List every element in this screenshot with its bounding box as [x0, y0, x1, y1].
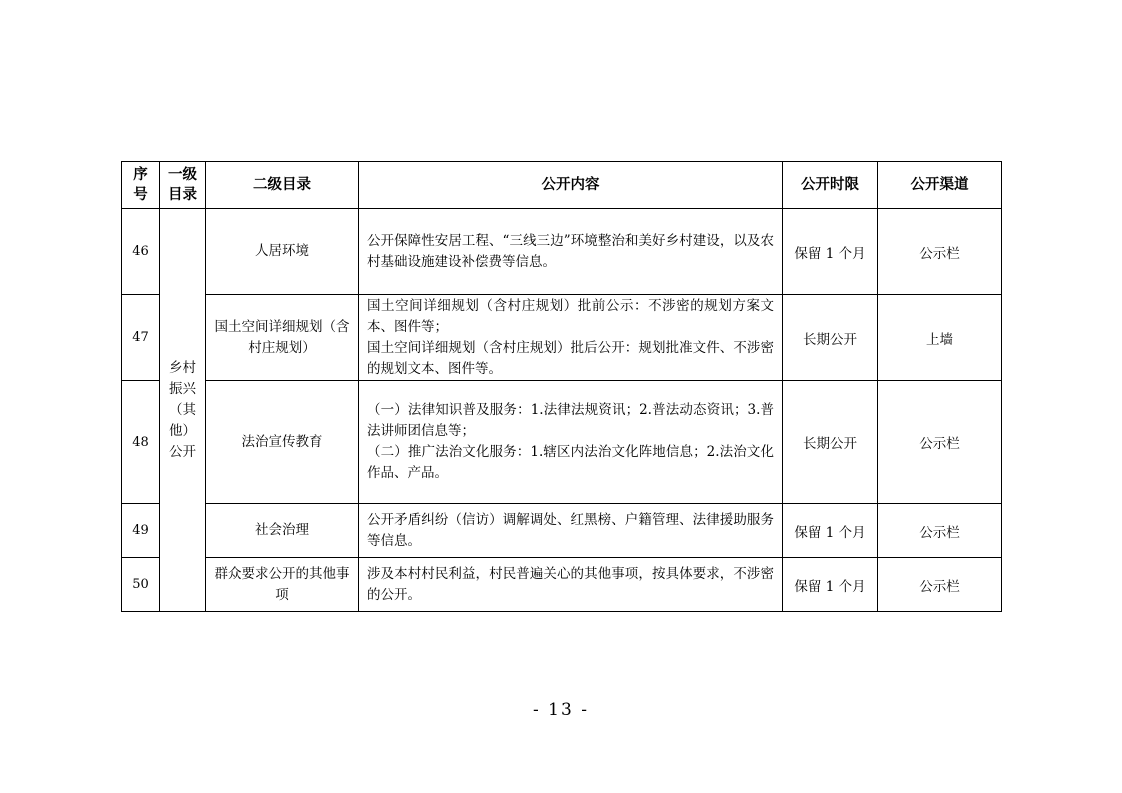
header-level2: 二级目录 [206, 162, 359, 209]
row-level2: 国土空间详细规划（含村庄规划） [206, 295, 359, 381]
header-period: 公开时限 [783, 162, 878, 209]
content-line: 公开保障性安居工程、“三线三边”环境整治和美好乡村建设，以及农村基础设施建设补偿费等信息。 [367, 232, 774, 270]
content-line: 国土空间详细规划（含村庄规划）批前公示：不涉密的规划方案文本、图件等； [367, 297, 774, 335]
row-level2: 群众要求公开的其他事项 [206, 558, 359, 612]
row-channel: 公示栏 [878, 381, 1002, 504]
page-number: - 13 - [533, 700, 589, 720]
row-seq: 49 [122, 504, 160, 558]
level1-category: 乡村振兴（其他）公开 [160, 209, 206, 612]
content-line: 公开矛盾纠纷（信访）调解调处、红黑榜、户籍管理、法律援助服务等信息。 [367, 511, 774, 549]
row-period: 长期公开 [783, 381, 878, 504]
table-row [122, 209, 1002, 295]
content-line: （二）推广法治文化服务：1.辖区内法治文化阵地信息；2.法治文化作品、产品。 [367, 444, 774, 481]
table-row [122, 381, 1002, 504]
header-seq: 序号 [122, 162, 160, 209]
table-row [122, 295, 1002, 381]
row-seq: 50 [122, 558, 160, 612]
row-period: 保留 1 个月 [783, 558, 878, 612]
disclosure-table [121, 161, 1002, 612]
row-channel: 公示栏 [878, 209, 1002, 295]
row-channel: 公示栏 [878, 558, 1002, 612]
row-level2: 人居环境 [206, 209, 359, 295]
header-channel: 公开渠道 [878, 162, 1002, 209]
content-line: 国土空间详细规划（含村庄规划）批后公开：规划批准文件、不涉密的规划文本、图件等。 [367, 339, 774, 377]
table-row [122, 558, 1002, 612]
table-row [122, 504, 1002, 558]
row-content [359, 558, 783, 612]
content-line: （一）法律知识普及服务：1.法律法规资讯；2.普法动态资讯；3.普法讲师团信息等； [367, 402, 774, 439]
row-level2: 法治宣传教育 [206, 381, 359, 504]
row-channel: 上墙 [878, 295, 1002, 381]
row-period: 保留 1 个月 [783, 504, 878, 558]
header-level1: 一级目录 [160, 162, 206, 209]
content-line: 涉及本村村民利益，村民普遍关心的其他事项，按具体要求，不涉密的公开。 [367, 565, 774, 603]
row-seq: 48 [122, 381, 160, 504]
row-period: 保留 1 个月 [783, 209, 878, 295]
row-content [359, 209, 783, 295]
row-level2: 社会治理 [206, 504, 359, 558]
row-content [359, 295, 783, 381]
row-content [359, 381, 783, 504]
table-header-row [122, 162, 1002, 209]
row-period: 长期公开 [783, 295, 878, 381]
row-channel: 公示栏 [878, 504, 1002, 558]
row-content [359, 504, 783, 558]
row-seq: 46 [122, 209, 160, 295]
header-content: 公开内容 [359, 162, 783, 209]
row-seq: 47 [122, 295, 160, 381]
